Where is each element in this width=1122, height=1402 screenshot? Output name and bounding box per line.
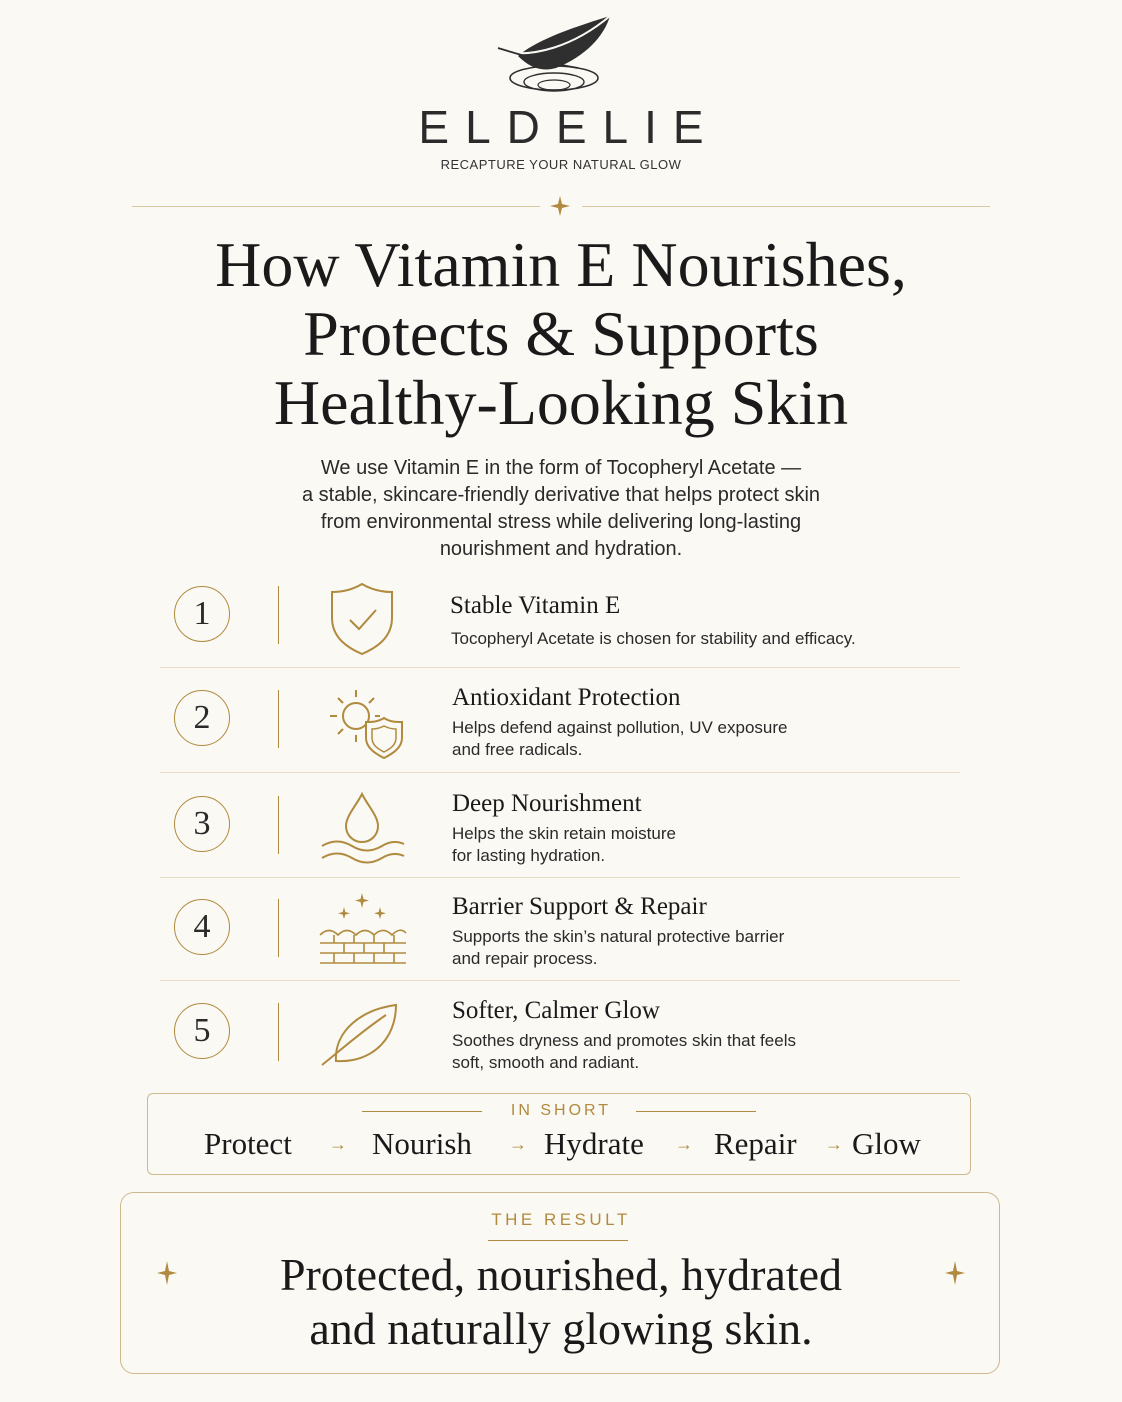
in-short-label: IN SHORT	[510, 1102, 612, 1119]
benefit-desc-line-2: soft, smooth and radiant.	[452, 1053, 640, 1072]
benefit-description	[452, 717, 912, 761]
arrow-right-icon: →	[329, 1134, 347, 1154]
row-separator	[160, 980, 960, 981]
arrow-right-icon: →	[675, 1134, 693, 1154]
benefit-number: 3	[174, 796, 230, 852]
brand-tagline: RECAPTURE YOUR NATURAL GLOW	[440, 157, 682, 172]
benefit-description	[452, 823, 912, 867]
step-glow: Glow	[852, 1126, 921, 1161]
page-title	[0, 230, 1122, 437]
benefit-item	[160, 580, 960, 660]
intro-paragraph	[200, 455, 922, 563]
benefit-number: 2	[174, 690, 230, 746]
title-line-3: Healthy-Looking Skin	[273, 367, 849, 438]
step-repair: Repair	[714, 1126, 797, 1161]
sparkle-icon	[549, 195, 571, 217]
benefit-divider	[278, 586, 279, 644]
result-label: THE RESULT	[491, 1210, 631, 1229]
title-line-1: How Vitamin E Nourishes,	[215, 229, 907, 300]
water-drop-icon	[316, 790, 408, 870]
step-nourish: Nourish	[372, 1126, 472, 1161]
benefit-divider	[278, 899, 279, 957]
arrow-right-icon: →	[509, 1134, 527, 1154]
benefit-divider	[278, 796, 279, 854]
benefit-desc-line-2: and free radicals.	[452, 740, 583, 759]
title-line-2: Protects & Supports	[303, 298, 819, 369]
row-separator	[160, 877, 960, 878]
intro-line-2: a stable, skincare-friendly derivative that helps protect skin	[301, 484, 821, 506]
benefit-item	[160, 893, 960, 973]
benefit-item	[160, 790, 960, 870]
result-statement	[0, 1248, 1122, 1356]
benefit-divider	[278, 1003, 279, 1061]
benefit-desc-line-1: Supports the skin’s natural protective barrier	[452, 927, 785, 946]
intro-line-3: from environmental stress while delivering long-lasting	[320, 511, 802, 533]
benefit-title: Barrier Support & Repair	[452, 893, 707, 920]
benefit-title: Softer, Calmer Glow	[452, 997, 660, 1024]
benefit-title: Deep Nourishment	[452, 790, 642, 817]
shield-check-icon	[316, 580, 408, 660]
step-protect: Protect	[204, 1126, 292, 1161]
header-divider-right	[582, 206, 990, 207]
result-line-1: Protected, nourished, hydrated	[279, 1249, 843, 1300]
step-hydrate: Hydrate	[544, 1126, 644, 1161]
benefit-item	[160, 684, 960, 764]
benefit-description	[452, 1030, 912, 1074]
benefit-description	[452, 926, 912, 970]
row-separator	[160, 772, 960, 773]
benefit-title: Stable Vitamin E	[450, 592, 621, 619]
benefit-description	[451, 628, 911, 650]
benefit-desc-line-1: Helps the skin retain moisture	[452, 824, 676, 843]
benefit-desc-line-2: for lasting hydration.	[452, 846, 606, 865]
benefit-number: 4	[174, 899, 230, 955]
benefit-number: 5	[174, 1003, 230, 1059]
result-label-underline	[488, 1240, 628, 1241]
skin-barrier-icon	[316, 893, 408, 973]
header-divider-left	[132, 206, 540, 207]
arrow-right-icon: →	[825, 1134, 843, 1154]
result-line-2: and naturally glowing skin.	[309, 1303, 813, 1354]
benefit-item	[160, 997, 960, 1077]
leaf-icon	[316, 997, 408, 1077]
row-separator	[160, 667, 960, 668]
intro-line-4: nourishment and hydration.	[439, 538, 683, 560]
benefit-desc-line-1: Helps defend against pollution, UV exposure	[452, 718, 788, 737]
brand-name: ELDELIE	[418, 101, 720, 153]
sun-shield-icon	[320, 684, 412, 764]
benefit-desc-line-1: Soothes dryness and promotes skin that feels	[452, 1031, 796, 1050]
benefit-desc-line-1: Tocopheryl Acetate is chosen for stability and efficacy.	[451, 629, 856, 648]
benefit-divider	[278, 690, 279, 748]
benefit-number: 1	[174, 586, 230, 642]
benefit-title: Antioxidant Protection	[452, 684, 681, 711]
intro-line-1: We use Vitamin E in the form of Tocopheryl Acetate —	[320, 457, 802, 479]
feather-logo-icon	[494, 12, 620, 104]
benefit-desc-line-2: and repair process.	[452, 949, 598, 968]
